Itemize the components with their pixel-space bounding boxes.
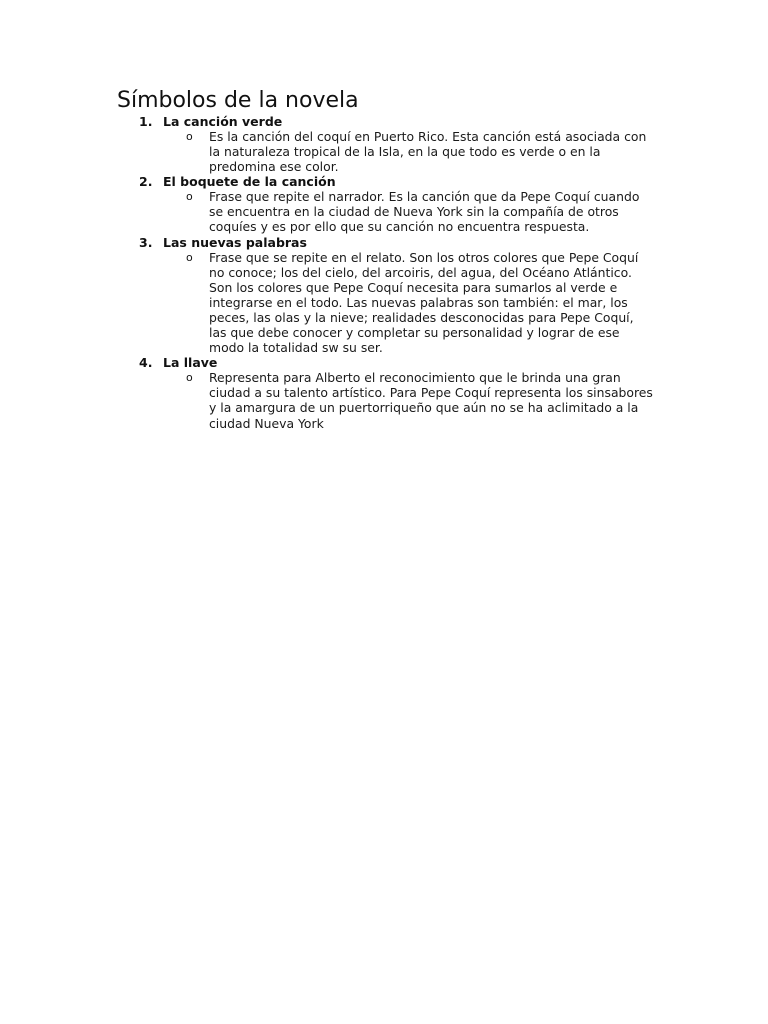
bullet-icon: o (186, 250, 193, 264)
item-description (0, 250, 768, 356)
page-title: Símbolos de la novela (117, 88, 359, 113)
item-heading (0, 114, 768, 129)
item-heading (0, 174, 768, 189)
description-text: Frase que se repite en el relato. Son los otros colores que Pepe Coquí no conoce; los del cielo, del arcoiris, del agua, del Océano Atlántico. Son los colores que Pepe Coquí necesita para sumarlos al verde e integrarse en el todo. Las nuevas palabras son también: el mar, los peces, las olas y la nieve; realidades desconocidas para Pepe Coquí, las que debe conocer y completar su personalidad y lograr de ese modo la totalidad sw su ser. (209, 249, 639, 356)
item-number: 1. (139, 114, 153, 129)
item-title: La llave (163, 355, 218, 371)
item-number: 2. (139, 174, 153, 190)
item-number: 3. (139, 234, 153, 250)
bullet-icon: o (186, 371, 193, 385)
item-title: El boquete de la canción (163, 174, 336, 190)
list-item (0, 355, 768, 430)
list-item (0, 174, 768, 234)
item-title: Las nuevas palabras (163, 234, 307, 250)
symbol-list (0, 114, 768, 431)
description-text: Frase que repite el narrador. Es la canción que da Pepe Coquí cuando se encuentra en la ciudad de Nueva York sin la compañía de otros coquíes y es por ello que su canción no encuentra respuesta. (209, 189, 640, 235)
item-description (0, 370, 768, 430)
bullet-icon: o (186, 190, 193, 204)
item-heading (0, 235, 768, 250)
item-description (0, 129, 768, 174)
item-number: 4. (139, 355, 153, 371)
description-text: Representa para Alberto el reconocimiento que le brinda una gran ciudad a su talento artístico. Para Pepe Coquí representa los sinsabores y la amargura de un puertorriqueño que aún no se ha aclimitado a la ciudad Nueva York (209, 370, 653, 431)
list-item (0, 114, 768, 174)
item-heading (0, 355, 768, 370)
list-item (0, 235, 768, 356)
bullet-icon: o (186, 130, 193, 143)
item-title: La canción verde (163, 114, 283, 129)
item-description (0, 189, 768, 234)
description-text: Es la canción del coquí en Puerto Rico. Esta canción está asociada con la naturaleza tropical de la Isla, en la que todo es verde o en la predomina ese color. (209, 129, 647, 175)
